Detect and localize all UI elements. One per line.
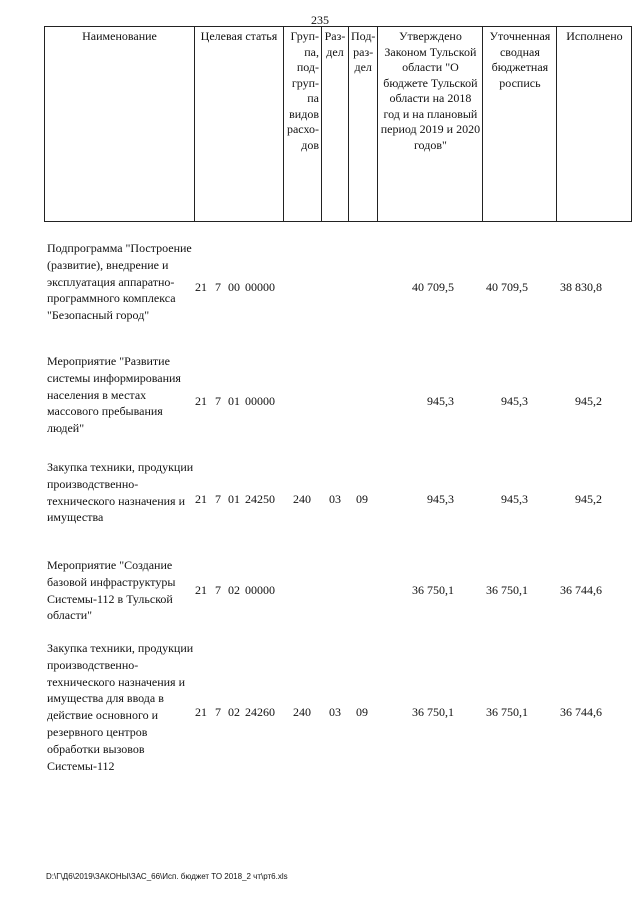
row-approved: 40 709,5 [412,280,454,294]
row-code-subprogram: 7 [215,280,221,294]
row-name: Подпрограмма "Построение (развитие), внедрение и эксплуатация аппаратно-программного комплекса "Безопасный город" [47,241,192,323]
row-code-program: 21 [195,492,207,506]
row-code-direction: 00000 [245,280,275,294]
row-executed: 36 744,6 [560,705,602,719]
row-name: Мероприятие "Создание базовой инфраструктуры Системы-112 в Тульской области" [47,558,176,623]
row-executed: 945,2 [575,492,602,506]
row-code-direction: 00000 [245,583,275,597]
row-refined: 36 750,1 [486,705,528,719]
row-approved: 36 750,1 [412,705,454,719]
file-path-footer: D:\Г\Д6\2019\ЗАКОНЫ\ЗАС_66\Исп. бюджет ТО 2018_2 чт\рт6.xls [46,872,288,881]
column-header-executed: Исполнено [557,27,632,222]
row-section: 03 [329,705,341,719]
row-name: Мероприятие "Развитие системы информирования населения в местах массового пребывания людей" [47,354,181,436]
row-code-direction: 00000 [245,394,275,408]
row-code-subprogram: 7 [215,394,221,408]
row-refined: 945,3 [501,394,528,408]
column-header-section: Раз-дел [322,27,349,222]
row-code-program: 21 [195,280,207,294]
row-executed: 38 830,8 [560,280,602,294]
row-executed: 945,2 [575,394,602,408]
row-name: Закупка техники, продукции производственно-технического назначения и имущества для ввода в действие основного и резервного центров обработки вызовов Системы-112 [47,641,194,773]
row-refined: 40 709,5 [486,280,528,294]
row-section: 03 [329,492,341,506]
row-name: Закупка техники, продукции производственно-технического назначения и имущества [47,460,194,525]
row-code-event: 00 [228,280,240,294]
page-number: 235 [311,13,329,27]
row-group: 240 [293,492,311,506]
row-code-subprogram: 7 [215,583,221,597]
row-refined: 36 750,1 [486,583,528,597]
row-executed: 36 744,6 [560,583,602,597]
row-code-direction: 24260 [245,705,275,719]
row-code-subprogram: 7 [215,492,221,506]
table-header [44,26,632,222]
row-refined: 945,3 [501,492,528,506]
row-approved: 36 750,1 [412,583,454,597]
row-code-event: 02 [228,705,240,719]
column-header-subsection: Под-раз-дел [349,27,378,222]
row-approved: 945,3 [427,394,454,408]
column-header-refined: Уточненная сводная бюджетная роспись [483,27,557,222]
row-code-direction: 24250 [245,492,275,506]
row-code-event: 02 [228,583,240,597]
row-code-subprogram: 7 [215,705,221,719]
row-code-program: 21 [195,705,207,719]
row-code-event: 01 [228,394,240,408]
row-approved: 945,3 [427,492,454,506]
column-header-approved: Утверждено Законом Тульской области "О бюджете Тульской области на 2018 год и на плановый период 2019 и 2020 годов" [378,27,483,222]
row-group: 240 [293,705,311,719]
row-code-event: 01 [228,492,240,506]
row-code-program: 21 [195,394,207,408]
column-header-group: Груп-па, под-груп-па видов расхо-дов [284,27,322,222]
column-header-name: Наименование [45,27,195,222]
row-subsection: 09 [356,705,368,719]
row-code-program: 21 [195,583,207,597]
column-header-target-article: Целевая статья [195,27,284,222]
row-subsection: 09 [356,492,368,506]
